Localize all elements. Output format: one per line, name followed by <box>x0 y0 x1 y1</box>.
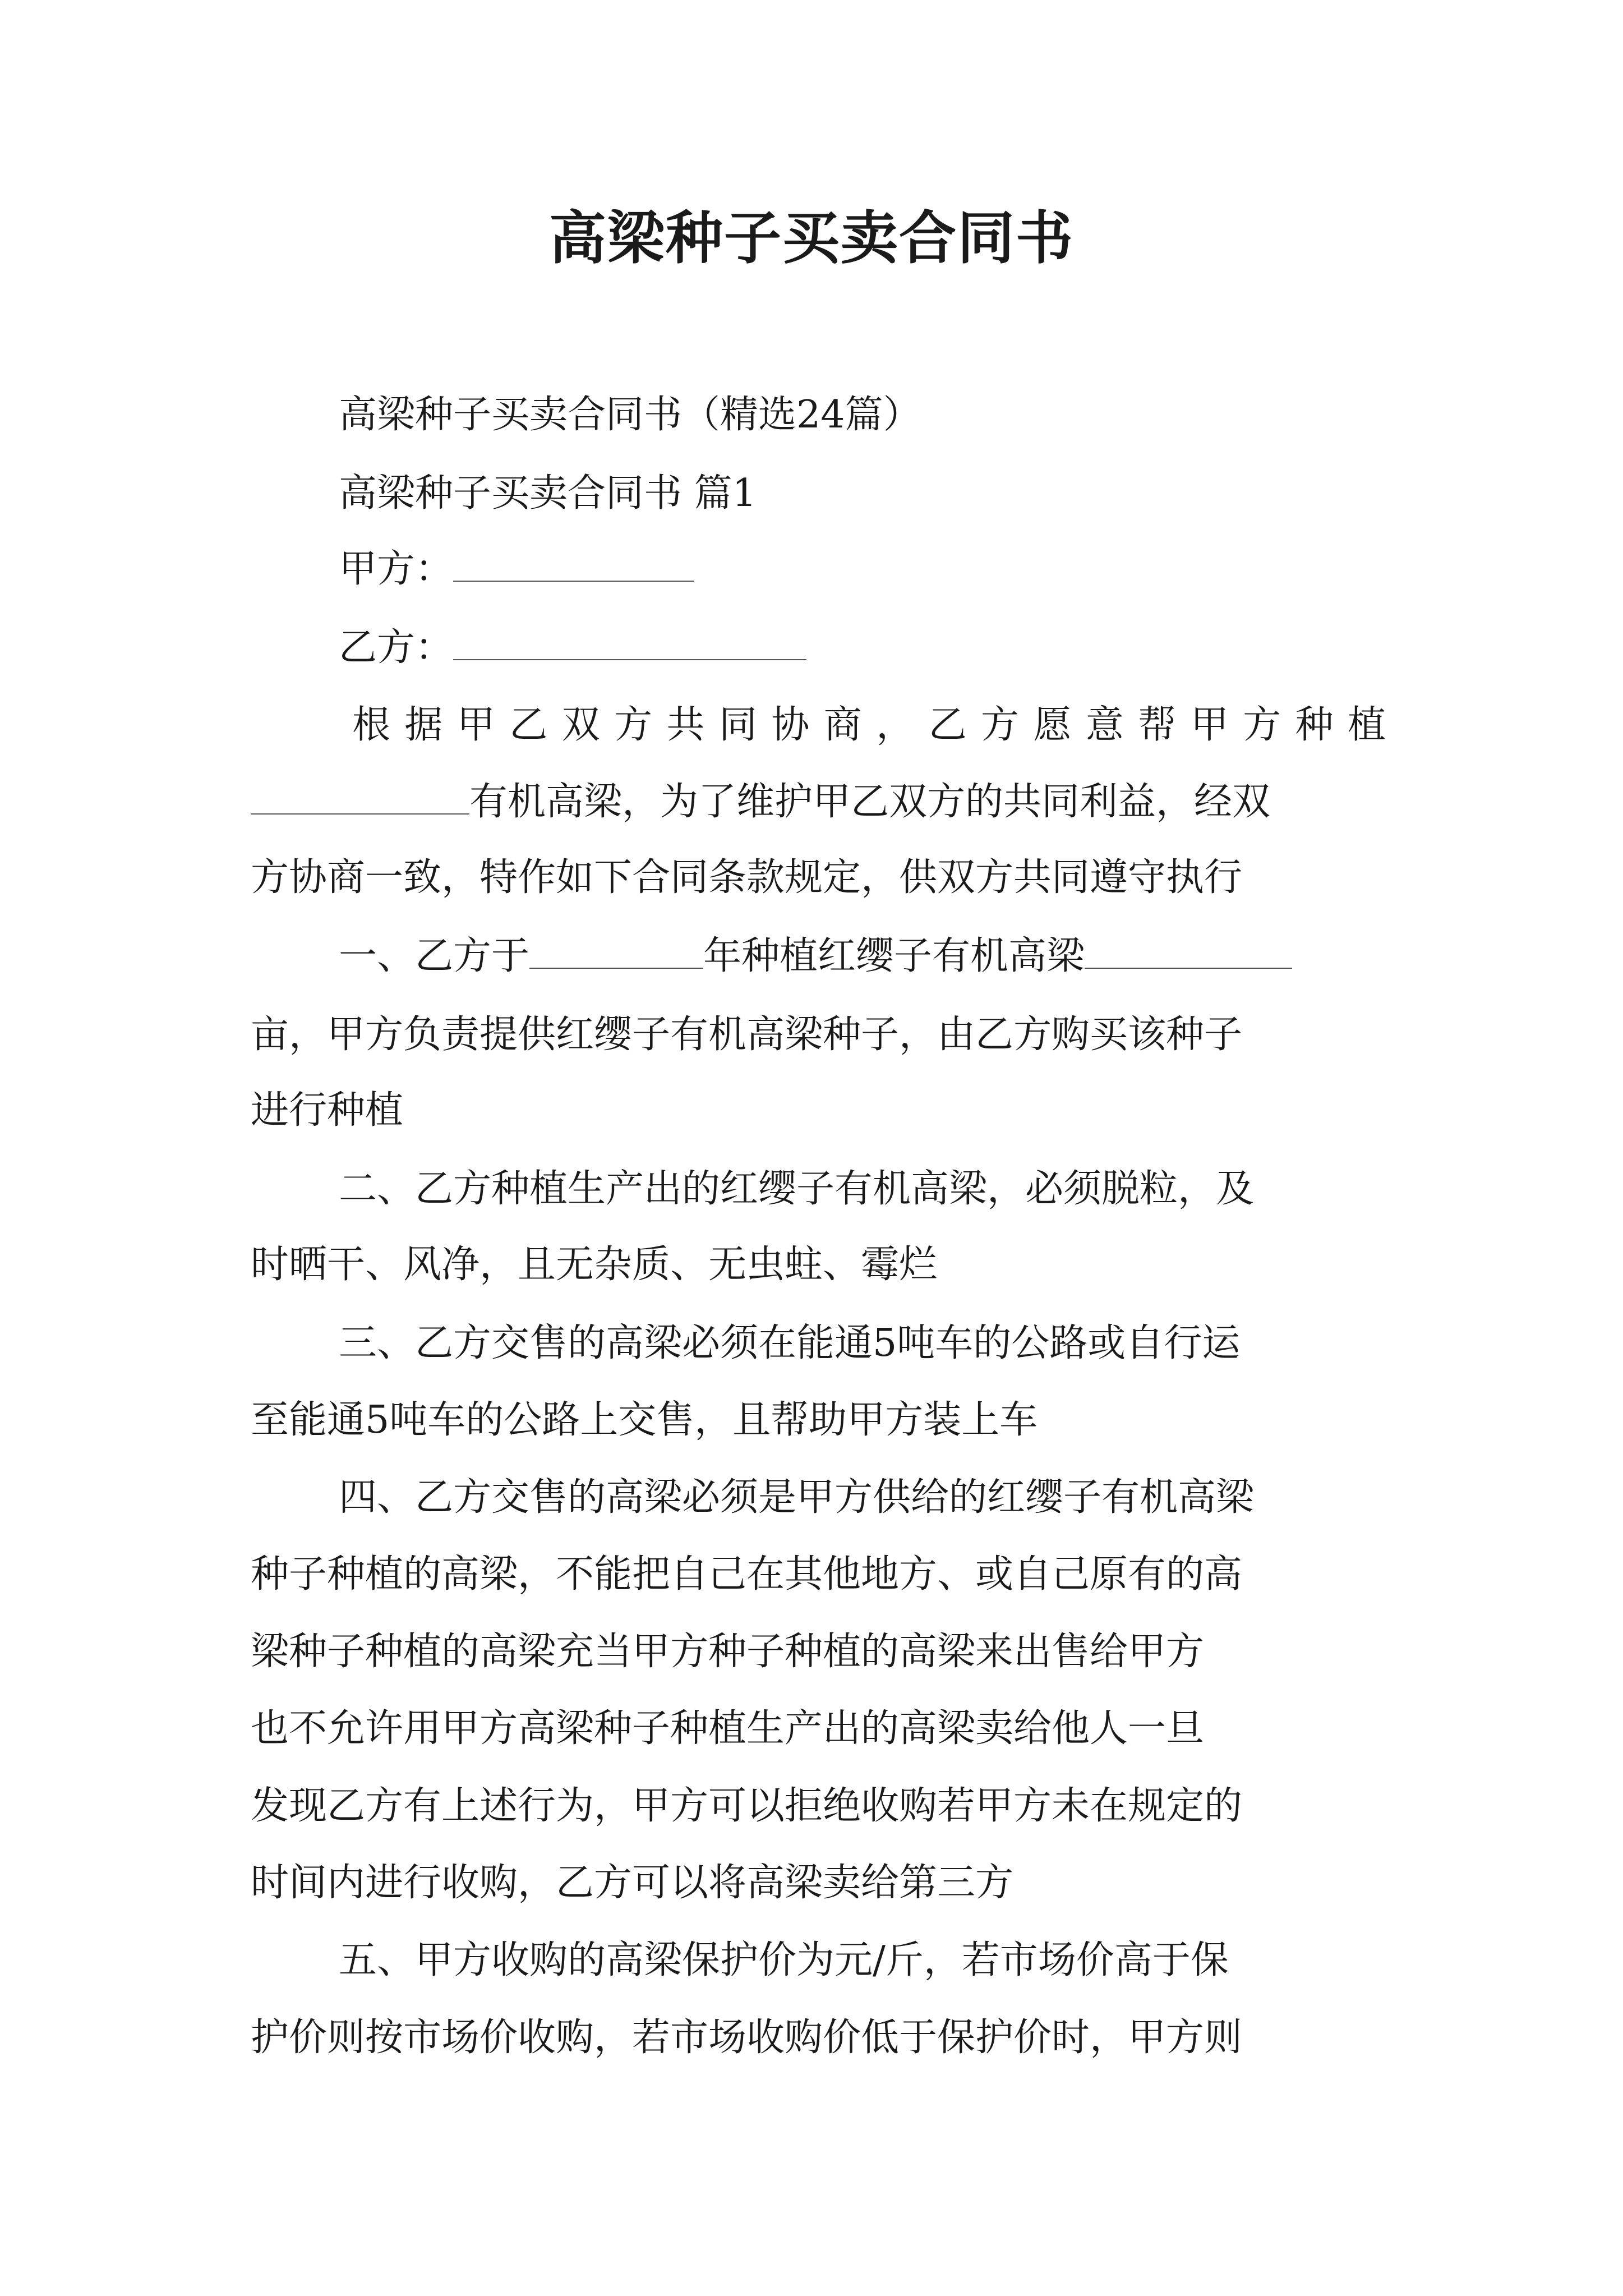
clause-1-line-3: 进行种植 <box>251 1088 404 1133</box>
intro-line-2-text: 有机高梁，为了维护甲乙双方的共同利益，经双 <box>469 780 1271 824</box>
clause-4-line-4: 也不允许用甲方高梁种子种植生产出的高梁卖给他人一旦 <box>251 1706 1205 1751</box>
section-heading: 高梁种子买卖合同书 篇1 <box>339 471 757 516</box>
intro-line-2 <box>251 774 1386 830</box>
clause-4-line-2: 种子种植的高梁，不能把自己在其他地方、或自己原有的高 <box>251 1552 1243 1596</box>
party-b-line <box>339 620 1386 676</box>
clause-1-line-1 <box>339 928 1386 984</box>
party-b-label: 乙方： <box>339 625 454 670</box>
clause-4-line-5: 发现乙方有上述行为，甲方可以拒绝收购若甲方未在规定的 <box>251 1784 1243 1828</box>
document-subtitle: 高梁种子买卖合同书（精选24篇） <box>339 393 921 437</box>
clause-1-part-2: 年种植红缨子有机高梁 <box>703 934 1085 978</box>
clause-4-line-3: 梁种子种植的高梁充当甲方种子种植的高梁来出售给甲方 <box>251 1630 1205 1674</box>
clause-1-part-1: 一、乙方于 <box>339 934 530 978</box>
clause-2-line-2: 时晒干、风净，且无杂质、无虫蛀、霉烂 <box>251 1243 938 1287</box>
clause-4-line-1: 四、乙方交售的高梁必须是甲方供给的红缨子有机高梁 <box>339 1475 1255 1520</box>
clause-4-line-6: 时间内进行收购，乙方可以将高梁卖给第三方 <box>251 1861 1014 1905</box>
clause-2-line-1: 二、乙方种植生产出的红缨子有机高梁，必须脱粒，及 <box>339 1167 1255 1211</box>
party-a-line <box>339 541 1386 597</box>
intro-crop-blank[interactable] <box>251 779 469 815</box>
clause-5-line-2: 护价则按市场价收购，若市场收购价低于保护价时，甲方则 <box>251 2016 1243 2060</box>
party-a-label: 甲方： <box>339 547 454 591</box>
clause-1-line-2: 亩，甲方负责提供红缨子有机高梁种子，由乙方购买该种子 <box>251 1013 1243 1057</box>
intro-line-1: 根据甲乙双方共同协商，乙方愿意帮甲方种植 <box>352 703 1386 747</box>
party-b-blank[interactable] <box>453 624 806 660</box>
intro-line-3: 方协商一致，特作如下合同条款规定，供双方共同遵守执行 <box>251 855 1243 900</box>
party-a-blank[interactable] <box>453 546 694 582</box>
clause-5-line-1: 五、甲方收购的高梁保护价为元/斤，若市场价高于保 <box>339 1938 1229 1982</box>
clause-1-year-blank[interactable] <box>529 933 703 969</box>
clause-3-line-1: 三、乙方交售的高梁必须在能通5吨车的公路或自行运 <box>339 1321 1241 1365</box>
document-title: 高梁种子买卖合同书 <box>549 205 1074 272</box>
clause-3-line-2: 至能通5吨车的公路上交售，且帮助甲方装上车 <box>251 1398 1038 1442</box>
clause-1-area-blank[interactable] <box>1085 933 1292 969</box>
